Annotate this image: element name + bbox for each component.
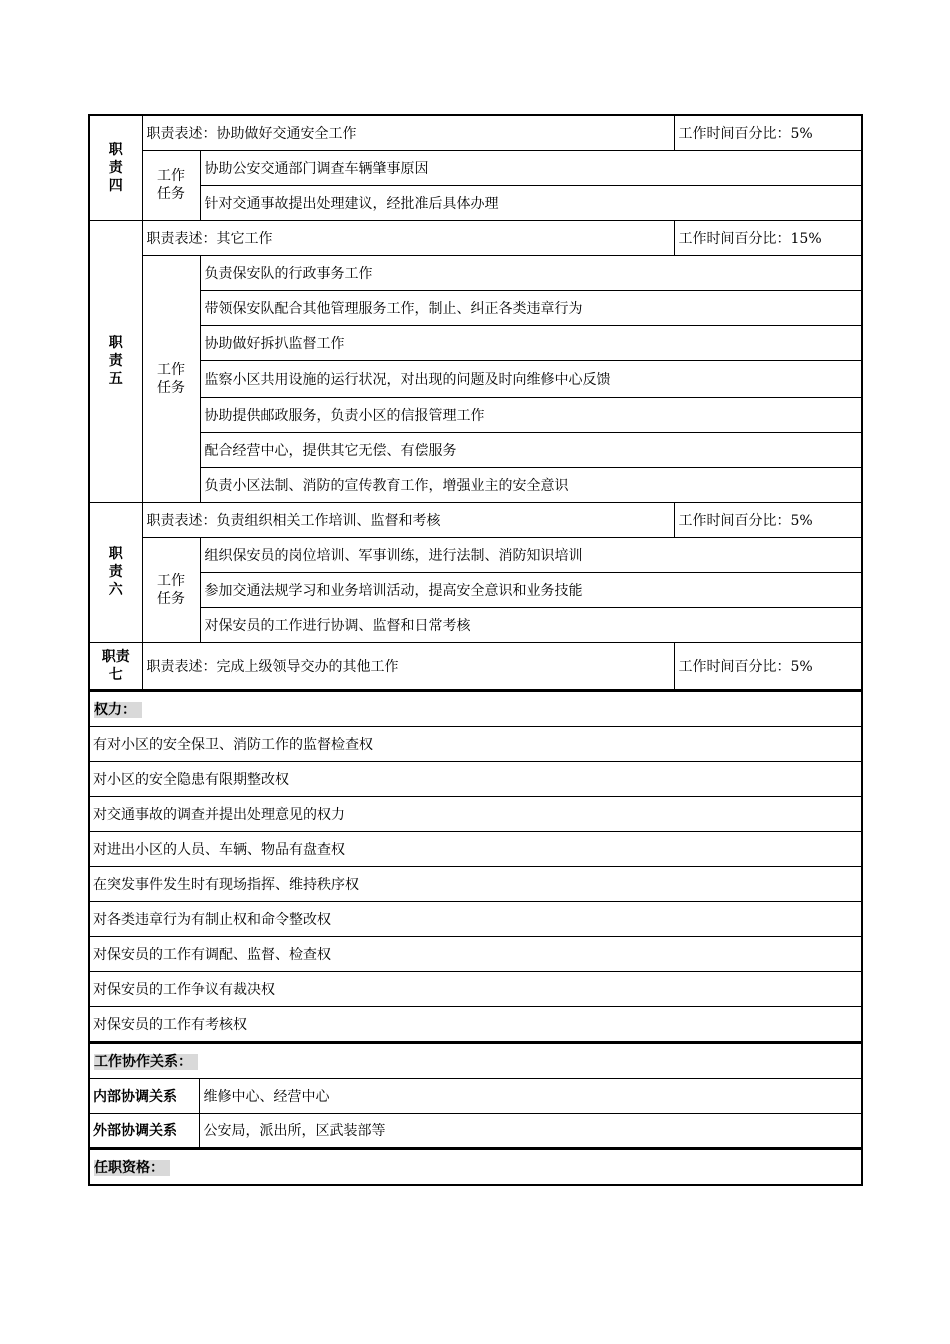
duty4-task: 针对交通事故提出处理建议，经批准后具体办理 <box>200 185 862 220</box>
duty6-time-percentage: 工作时间百分比：5% <box>674 502 862 537</box>
duty5-task: 负责保安队的行政事务工作 <box>200 255 862 290</box>
powers-title: 权力： <box>94 702 142 718</box>
relations-heading <box>89 1043 862 1078</box>
power-item: 对小区的安全隐患有限期整改权 <box>89 762 862 797</box>
duty4-task-label: 工作 任务 <box>142 150 200 220</box>
duty6-task: 参加交通法规学习和业务培训活动，提高安全意识和业务技能 <box>200 572 862 607</box>
duty4-task: 协助公安交通部门调查车辆肇事原因 <box>200 150 862 185</box>
duty5-time-percentage: 工作时间百分比：15% <box>674 220 862 255</box>
power-item: 对保安员的工作有考核权 <box>89 1007 862 1042</box>
qualifications-heading <box>89 1150 862 1185</box>
power-item: 对保安员的工作有调配、监督、检查权 <box>89 937 862 972</box>
duty4-time-percentage: 工作时间百分比：5% <box>674 115 862 150</box>
power-item: 在突发事件发生时有现场指挥、维持秩序权 <box>89 867 862 902</box>
power-item: 对各类违章行为有制止权和命令整改权 <box>89 902 862 937</box>
relations-table <box>88 1043 863 1150</box>
powers-table <box>88 691 863 1043</box>
duty7-label: 职责 七 <box>89 642 142 690</box>
duty5-task: 协助提供邮政服务，负责小区的信报管理工作 <box>200 397 862 432</box>
duty6-label: 职 责 六 <box>89 502 142 642</box>
duty5-task: 监察小区共用设施的运行状况，对出现的问题及时向维修中心反馈 <box>200 360 862 397</box>
job-description-document <box>88 114 861 1186</box>
duty6-task: 对保安员的工作进行协调、监督和日常考核 <box>200 607 862 642</box>
duty5-label: 职 责 五 <box>89 220 142 502</box>
relations-title: 工作协作关系： <box>94 1054 198 1070</box>
duty6-description: 职责表述：负责组织相关工作培训、监督和考核 <box>142 502 674 537</box>
power-item: 有对小区的安全保卫、消防工作的监督检查权 <box>89 727 862 762</box>
duty4-label: 职 责 四 <box>89 115 142 220</box>
duty7-description: 职责表述：完成上级领导交办的其他工作 <box>142 642 674 690</box>
power-item: 对交通事故的调查并提出处理意见的权力 <box>89 797 862 832</box>
qualifications-table <box>88 1149 863 1186</box>
internal-relations-label: 内部协调关系 <box>89 1078 199 1113</box>
external-relations-label: 外部协调关系 <box>89 1113 199 1148</box>
duty7-time-percentage: 工作时间百分比：5% <box>674 642 862 690</box>
duty6-task-label: 工作 任务 <box>142 537 200 642</box>
duty5-task: 配合经营中心，提供其它无偿、有偿服务 <box>200 432 862 467</box>
internal-relations-value: 维修中心、经营中心 <box>199 1078 862 1113</box>
duty5-description: 职责表述：其它工作 <box>142 220 674 255</box>
duty5-task: 负责小区法制、消防的宣传教育工作，增强业主的安全意识 <box>200 467 862 502</box>
duty5-task: 带领保安队配合其他管理服务工作，制止、纠正各类违章行为 <box>200 290 862 325</box>
duty4-description: 职责表述：协助做好交通安全工作 <box>142 115 674 150</box>
power-item: 对进出小区的人员、车辆、物品有盘查权 <box>89 832 862 867</box>
duties-table <box>88 114 863 691</box>
qualifications-title: 任职资格： <box>94 1160 170 1176</box>
powers-heading <box>89 692 862 727</box>
power-item: 对保安员的工作争议有裁决权 <box>89 972 862 1007</box>
duty6-task: 组织保安员的岗位培训、军事训练，进行法制、消防知识培训 <box>200 537 862 572</box>
external-relations-value: 公安局，派出所，区武装部等 <box>199 1113 862 1148</box>
duty5-task: 协助做好拆扒监督工作 <box>200 325 862 360</box>
duty5-task-label: 工作 任务 <box>142 255 200 502</box>
